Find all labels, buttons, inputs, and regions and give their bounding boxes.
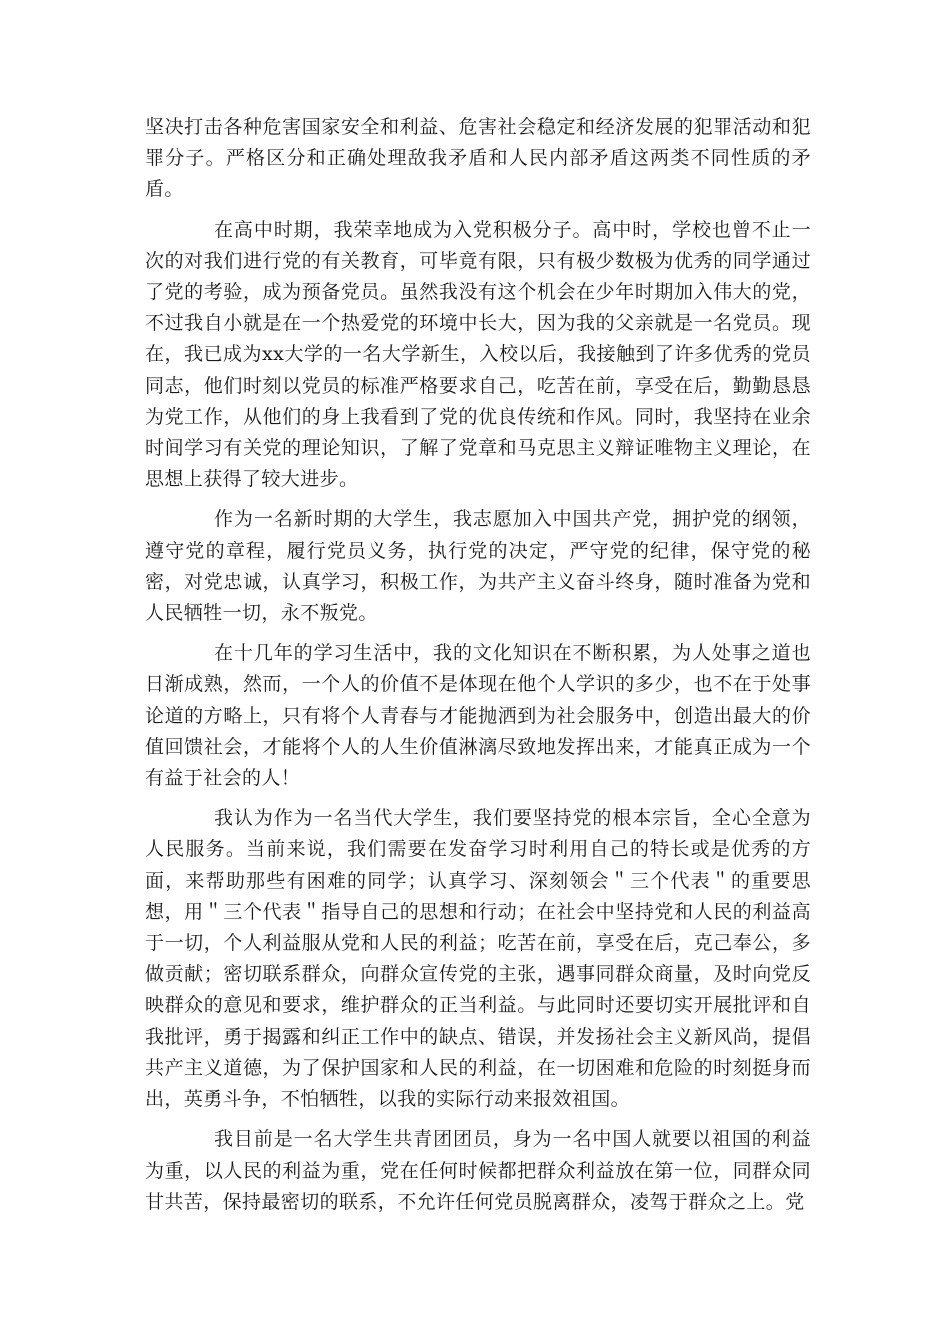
paragraph-continuation: 坚决打击各种危害国家安全和利益、危害社会稳定和经济发展的犯罪活动和犯罪分子。严格区分和正确处理敌我矛盾和人民内部矛盾这两类不同性质的矛盾。 xyxy=(145,116,811,201)
paragraph: 我认为作为一名当代大学生，我们要坚持党的根本宗旨，全心全意为人民服务。当前来说，我们需要在发奋学习时利用自己的特长或是优秀的方面，来帮助那些有困难的同学；认真学习、深刻领会＂三个代表＂的重要思想，用＂三个代表＂指导自己的思想和行动；在社会中坚持党和人民的利益高于一切，个人利益服从党和人民的利益；吃苦在前，享受在后，克己奉公，多做贡献；密切联系群众，向群众宣传党的主张，遇事同群众商量，及时向党反映群众的意见和要求，维护群众的正当利益。与此同时还要切实开展批评和自我批评，勇于揭露和纠正工作中的缺点、错误，并发扬社会主义新风尚，提倡共产主义道德，为了保护国家和人民的利益，在一切困难和危险的时刻挺身而出，英勇斗争，不怕牺牲，以我的实际行动来报效祖国。 xyxy=(145,807,811,1111)
document-body xyxy=(145,112,811,1227)
paragraph: 在十几年的学习生活中，我的文化知识在不断积累，为人处事之道也日渐成熟，然而，一个人的价值不是体现在他个人学识的多少，也不在于处事论道的方略上，只有将个人青春与才能抛洒到为社会服务中，创造出最大的价值回馈社会，才能将个人的人生价值淋漓尽致地发挥出来，才能真正成为一个有益于社会的人！ xyxy=(145,642,811,790)
paragraph: 在高中时期，我荣幸地成为入党积极分子。高中时，学校也曾不止一次的对我们进行党的有关教育，可毕竟有限，只有极少数极为优秀的同学通过了党的考验，成为预备党员。虽然我没有这个机会在少年时期加入伟大的党，不过我自小就是在一个热爱党的环境中长大，因为我的父亲就是一名党员。现在，我已成为xx大学的一名大学新生，入校以后，我接触到了许多优秀的党员同志，他们时刻以党员的标准严格要求自己，吃苦在前，享受在后，勤勤恳恳为党工作，从他们的身上我看到了党的优良传统和作风。同时，我坚持在业余时间学习有关党的理论知识，了解了党章和马克思主义辩证唯物主义理论，在思想上获得了较大进步。 xyxy=(145,218,811,491)
paragraph: 作为一名新时期的大学生，我志愿加入中国共产党，拥护党的纲领，遵守党的章程，履行党员义务，执行党的决定，严守党的纪律，保守党的秘密，对党忠诚，认真学习，积极工作，为共产主义奋斗终身，随时准备为党和人民牺牲一切，永不叛党。 xyxy=(145,508,811,625)
paragraph: 我目前是一名大学生共青团团员，身为一名中国人就要以祖国的利益为重，以人民的利益为重，党在任何时候都把群众利益放在第一位，同群众同甘共苦，保持最密切的联系，不允许任何党员脱离群众，凌驾于群众之上。党 xyxy=(145,1128,811,1213)
